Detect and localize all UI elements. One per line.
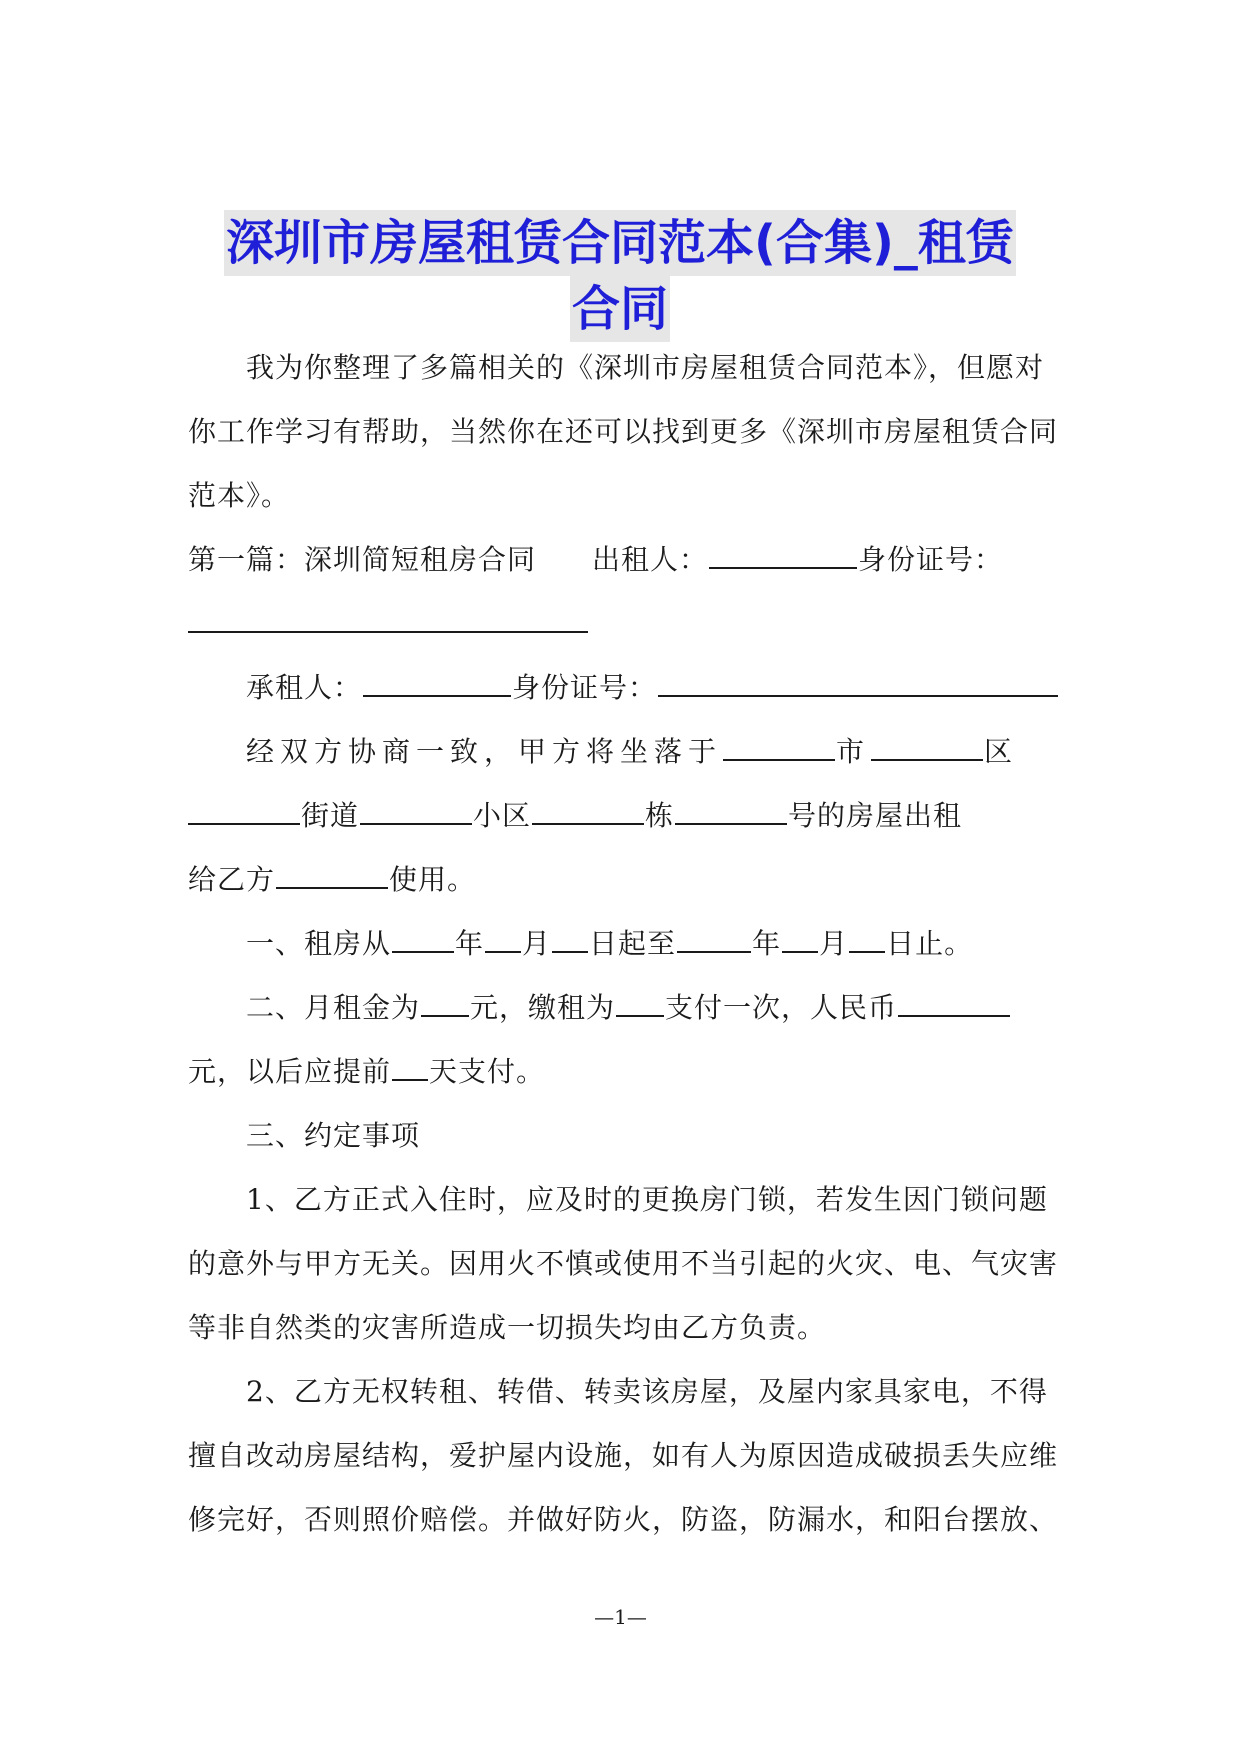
rent-text: 元，缴租为	[470, 991, 616, 1024]
item1-line: 的意外与甲方无关。因用火不慎或使用不当引起的火灾、电、气灾害	[188, 1247, 1059, 1280]
intro-paragraph-line: 我为你整理了多篇相关的《深圳市房屋租赁合同范本》，但愿对	[246, 351, 1045, 384]
lessee-id-label: 身份证号：	[512, 671, 658, 704]
blank-line	[276, 859, 388, 889]
lessor-id-label: 身份证号：	[858, 543, 1004, 576]
blank-line	[532, 795, 644, 825]
blank-line	[188, 795, 300, 825]
agreement-line	[188, 720, 1048, 784]
term-text: 一、租房从	[246, 927, 392, 960]
agreement-line	[188, 848, 1048, 912]
blank-line	[677, 923, 751, 953]
agreement-text: 使用。	[389, 863, 477, 896]
blank-line	[658, 667, 1058, 697]
blank-line	[392, 923, 454, 953]
rent-line	[188, 1040, 1048, 1104]
item2-line: 2、乙方无权转租、转借、转卖该房屋，及屋内家具家电，不得	[246, 1375, 1048, 1408]
agreement-text: 号的房屋出租	[788, 799, 963, 832]
agreement-text: 市	[836, 735, 871, 768]
blank-line	[723, 731, 835, 761]
agreement-text: 栋	[645, 799, 675, 832]
matters-heading: 三、约定事项	[246, 1119, 421, 1152]
agreement-text: 经双方协商一致，甲方将坐落于	[246, 735, 723, 768]
title-line-2: 合同	[570, 276, 670, 342]
blank-line	[616, 987, 664, 1017]
document-body	[188, 336, 1059, 1552]
rent-text: 二、月租金为	[246, 991, 421, 1024]
blank-line	[485, 923, 521, 953]
blank-line	[898, 987, 1010, 1017]
blank-line	[188, 603, 588, 633]
blank-line	[392, 1051, 428, 1081]
blank-line	[849, 923, 885, 953]
title-line-1: 深圳市房屋租赁合同范本(合集)_租赁	[224, 210, 1016, 276]
term-text: 月	[819, 927, 849, 960]
item1-line: 1、乙方正式入住时，应及时的更换房门锁，若发生因门锁问题	[246, 1183, 1048, 1216]
term-text: 日起至	[589, 927, 677, 960]
lessor-line	[188, 528, 1048, 592]
blank-line	[360, 795, 472, 825]
document-title	[120, 210, 1120, 342]
agreement-text: 街道	[301, 799, 360, 832]
item2-line: 修完好，否则照价赔偿。并做好防火，防盗，防漏水，和阳台摆放、	[188, 1503, 1059, 1536]
rent-text: 元，以后应提前	[188, 1055, 392, 1088]
blank-line	[709, 539, 857, 569]
lessee-line	[188, 656, 1048, 720]
agreement-text: 小区	[473, 799, 532, 832]
term-line	[188, 912, 1048, 976]
intro-paragraph-line: 范本》。	[188, 479, 291, 512]
lessor-id-blank-line	[188, 592, 1048, 656]
intro-paragraph-line: 你工作学习有帮助，当然你在还可以找到更多《深圳市房屋租赁合同	[188, 415, 1059, 448]
rent-line	[188, 976, 1048, 1040]
lessor-label: 出租人：	[592, 543, 709, 576]
agreement-line	[188, 784, 1048, 848]
section-heading: 第一篇：深圳简短租房合同	[188, 543, 537, 576]
agreement-text: 区	[984, 735, 1019, 768]
term-text: 月	[522, 927, 552, 960]
blank-line	[871, 731, 983, 761]
term-text: 日止。	[886, 927, 974, 960]
blank-line	[421, 987, 469, 1017]
term-text: 年	[752, 927, 782, 960]
rent-text: 支付一次，人民币	[665, 991, 898, 1024]
page-number: —1—	[594, 1605, 647, 1629]
rent-text: 天支付。	[429, 1055, 546, 1088]
blank-line	[675, 795, 787, 825]
lessee-label: 承租人：	[246, 671, 363, 704]
blank-line	[363, 667, 511, 697]
item2-line: 擅自改动房屋结构，爱护屋内设施，如有人为原因造成破损丢失应维	[188, 1439, 1059, 1472]
agreement-text: 给乙方	[188, 863, 276, 896]
term-text: 年	[455, 927, 485, 960]
blank-line	[552, 923, 588, 953]
blank-line	[782, 923, 818, 953]
item1-line: 等非自然类的灾害所造成一切损失均由乙方负责。	[188, 1311, 827, 1344]
